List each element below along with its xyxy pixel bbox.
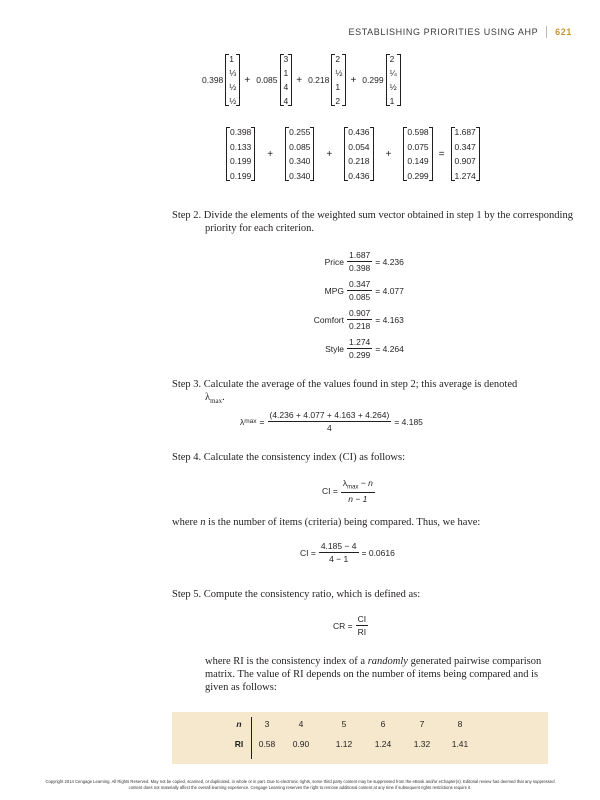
vector-cell: 0.255 xyxy=(289,127,311,137)
denominator: n − 1 xyxy=(348,493,368,504)
vector-cell: 1 xyxy=(335,82,341,92)
table-divider xyxy=(251,717,252,759)
numerator: (4.236 + 4.077 + 4.163 + 4.264) xyxy=(269,410,390,420)
step-text: Divide the elements of the weighted sum vector obtained in step 1 by the corresponding priority for each criterion. xyxy=(203,210,573,234)
lambda-result: = 4.185 xyxy=(394,416,423,427)
step-text: Calculate the average of the values found in step 2; this average is denoted xyxy=(203,379,518,390)
step-label: Step 3. xyxy=(172,379,202,390)
vector-cell: 4 xyxy=(283,82,289,92)
numerator: 1.274 xyxy=(349,337,371,347)
ri-table xyxy=(172,712,548,764)
table-cell: 6 xyxy=(380,719,386,729)
vector-cell: 0.340 xyxy=(289,156,311,167)
table-cell: 0.90 xyxy=(292,739,310,749)
vector-cell: 0.149 xyxy=(407,156,429,167)
ratio-result: = 4.163 xyxy=(375,314,404,325)
lambda-subscript: max xyxy=(347,484,359,491)
lambda-subscript: max xyxy=(210,397,223,406)
vector-cell: 0.199 xyxy=(230,170,252,181)
vector-cell: 0.085 xyxy=(289,141,311,152)
denominator: 0.299 xyxy=(349,350,371,360)
equals-sign: = xyxy=(438,148,445,160)
step-text: Calculate the consistency index (CI) as follows: xyxy=(203,452,405,463)
product-sum-equation xyxy=(226,127,480,181)
vector-cell: 1 xyxy=(283,68,289,78)
vector-cell: 0.907 xyxy=(454,156,476,167)
step-label: Step 4. xyxy=(172,452,202,463)
coefficient: 0.218 xyxy=(308,75,330,85)
table-cell: 8 xyxy=(457,719,463,729)
vector-cell: 4 xyxy=(283,96,289,106)
numerator: 1.687 xyxy=(349,250,371,260)
plus-sign: + xyxy=(267,148,274,160)
product-vector xyxy=(403,127,432,181)
vector-cell: 0.436 xyxy=(348,127,370,137)
step-label: Step 5. xyxy=(172,589,202,600)
table-header-cell: RI xyxy=(234,739,244,749)
table-cell: 1.41 xyxy=(451,739,469,749)
step-2-ratio-style xyxy=(302,337,404,360)
ci-result: = 0.0616 xyxy=(361,547,395,558)
numerator: CI xyxy=(357,614,367,624)
vector-cell: 1 xyxy=(229,54,235,64)
denominator: RI xyxy=(357,627,367,637)
column-vector xyxy=(331,54,346,106)
vector-cell: 2 xyxy=(335,54,341,64)
vector-cell: 0.436 xyxy=(348,170,370,181)
step-2-ratio-mpg xyxy=(302,279,404,302)
running-title: ESTABLISHING PRIORITIES USING AHP xyxy=(348,27,539,37)
numerator: 0.347 xyxy=(349,279,371,289)
ratio-result: = 4.264 xyxy=(375,343,404,354)
table-header-cell: n xyxy=(236,719,242,729)
vector-cell: 3 xyxy=(283,54,289,64)
ci-lhs: CI = xyxy=(300,547,316,558)
vector-cell: ⅓ xyxy=(229,68,237,78)
italic-n: n xyxy=(200,517,206,528)
step-2-ratio-price xyxy=(302,250,404,273)
product-vector xyxy=(285,127,314,181)
table-cell: 0.58 xyxy=(258,739,276,749)
vector-cell: ¼ xyxy=(389,68,397,78)
coefficient: 0.299 xyxy=(362,75,384,85)
column-vector xyxy=(280,54,293,106)
table-cell: 1.32 xyxy=(413,739,431,749)
step-2-ratio-comfort xyxy=(302,308,404,331)
criterion-label: MPG xyxy=(324,285,344,296)
plus-sign: + xyxy=(296,74,303,86)
vector-cell: 0.299 xyxy=(407,170,429,181)
step-4-paragraph xyxy=(172,451,585,464)
page-number: 621 xyxy=(555,27,572,37)
vector-cell: 2 xyxy=(335,96,341,106)
table-cell: 1.24 xyxy=(374,739,392,749)
ci-formula xyxy=(322,478,378,504)
vector-cell: ½ xyxy=(229,96,237,106)
vector-cell: 0.054 xyxy=(348,141,370,152)
step-4-where-text xyxy=(172,516,552,529)
coefficient: 0.085 xyxy=(256,75,278,85)
coefficient: 0.398 xyxy=(202,75,224,85)
vector-cell: 0.075 xyxy=(407,141,429,152)
step-3-lambda-equation xyxy=(240,410,423,433)
weighted-sum-equation xyxy=(200,54,401,106)
numerator: 0.907 xyxy=(349,308,371,318)
column-vector xyxy=(225,54,240,106)
ci-calculation xyxy=(300,541,395,564)
step-5-paragraph xyxy=(172,588,585,601)
step-label: Step 2. xyxy=(172,210,202,221)
column-vector xyxy=(386,54,401,106)
vector-cell: 0.133 xyxy=(230,141,252,152)
table-cell: 7 xyxy=(419,719,425,729)
ci-lhs: CI = xyxy=(322,485,338,496)
table-cell: 5 xyxy=(341,719,347,729)
sentence-end: . xyxy=(222,392,225,403)
plus-sign: + xyxy=(244,74,251,86)
step-2-paragraph xyxy=(172,209,585,235)
step-3-paragraph xyxy=(172,378,585,408)
table-cell: 3 xyxy=(264,719,270,729)
plus-sign: + xyxy=(385,148,392,160)
criterion-label: Price xyxy=(324,256,344,267)
vector-cell: 0.218 xyxy=(348,156,370,167)
equals-sign: = xyxy=(259,416,265,427)
vector-cell: 1.274 xyxy=(454,170,476,181)
denominator: 0.218 xyxy=(349,321,371,331)
lambda-subscript: max xyxy=(244,418,257,425)
header-divider xyxy=(546,26,547,38)
vector-cell: 0.398 xyxy=(230,127,252,137)
vector-cell: 1.687 xyxy=(454,127,476,137)
table-cell: 4 xyxy=(298,719,304,729)
product-vector xyxy=(344,127,373,181)
table-cell: 1.12 xyxy=(335,739,353,749)
text-run: is the number of items (criteria) being compared. Thus, we have: xyxy=(205,517,481,528)
weighted-sum-vector xyxy=(451,127,480,181)
product-vector xyxy=(226,127,255,181)
cr-lhs: CR = xyxy=(333,620,353,631)
vector-cell: 0.347 xyxy=(454,141,476,152)
vector-cell: 0.340 xyxy=(289,170,311,181)
ratio-result: = 4.236 xyxy=(375,256,404,267)
copyright-footer: Copyright 2014 Cengage Learning. All Rights Reserved. May not be copied, scanned, or duplicated, in whole or in part. Due to electronic rights, some third party content may be suppressed from the eBook and/or eChapter(s). Editorial review has deemed that any suppressed content does not materially affect the overall learning experience. Cengage Learning reserves the right to remove additional content at any time if subsequent rights restrictions require it. xyxy=(45,779,555,790)
text-run: where RI is the consistency index of a xyxy=(205,656,368,667)
numerator-tail: − n xyxy=(358,478,373,488)
lambda-symbol: λ xyxy=(240,416,245,427)
lambda-symbol: λ xyxy=(342,478,348,488)
running-header xyxy=(349,26,573,38)
vector-cell: ½ xyxy=(389,82,397,92)
denominator: 4 xyxy=(327,423,332,433)
lambda-symbol: λ xyxy=(205,392,211,403)
vector-cell: 2 xyxy=(389,54,395,64)
ratio-result: = 4.077 xyxy=(375,285,404,296)
vector-cell: ½ xyxy=(335,68,343,78)
text-run: generated pairwise comparison matrix. The value of RI depends on the number of items being compared and is given as follows: xyxy=(205,656,542,693)
step-5-ri-description xyxy=(205,655,550,694)
plus-sign: + xyxy=(326,148,333,160)
criterion-label: Style xyxy=(325,343,344,354)
numerator xyxy=(341,478,375,493)
emphasis: randomly xyxy=(367,656,408,667)
text-run: where xyxy=(172,517,201,528)
step-text: Compute the consistency ratio, which is defined as: xyxy=(203,589,421,600)
vector-cell: 0.199 xyxy=(230,156,252,167)
criterion-label: Comfort xyxy=(313,314,344,325)
denominator: 4 − 1 xyxy=(329,554,349,564)
numerator: 4.185 − 4 xyxy=(320,541,357,551)
vector-cell: 1 xyxy=(389,96,395,106)
denominator: 0.085 xyxy=(349,292,371,302)
cr-formula xyxy=(333,614,371,637)
vector-cell: ½ xyxy=(229,82,237,92)
vector-cell: 0.598 xyxy=(407,127,429,137)
plus-sign: + xyxy=(350,74,357,86)
denominator: 0.398 xyxy=(349,263,371,273)
